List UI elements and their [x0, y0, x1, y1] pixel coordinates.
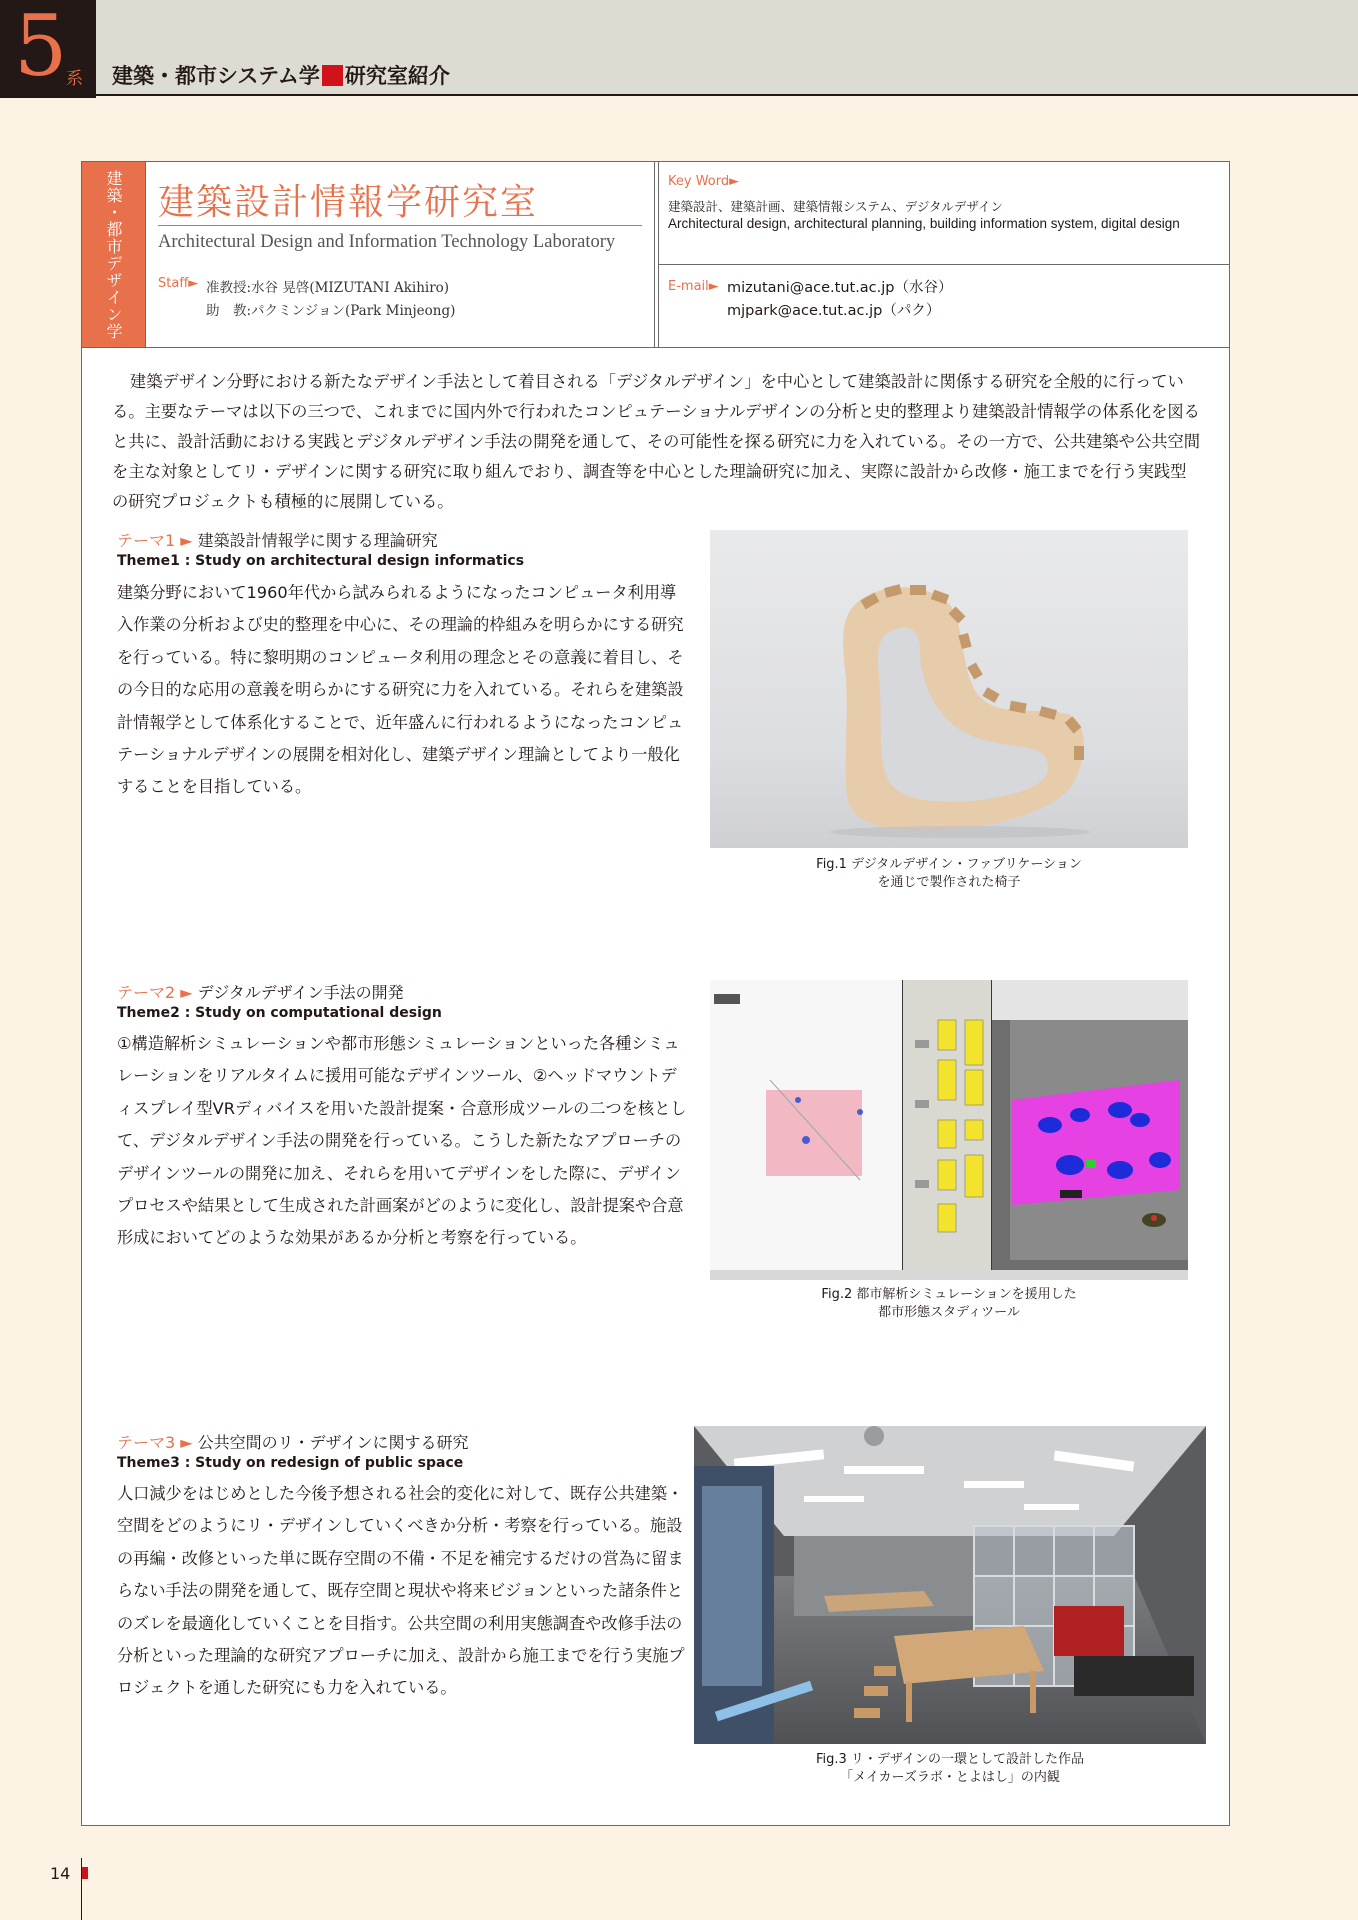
caption-line: Fig.3 リ・デザインの一環として設計した作品	[815, 1752, 1085, 1767]
staff-member: 准教授:水谷 晃啓(MIZUTANI Akihiro)	[206, 280, 450, 296]
caption-line: を通じで製作された椅子	[877, 875, 1021, 890]
intro-paragraph: 建築デザイン分野における新たなデザイン手法として着目される「デジタルデザイン」を中心として建築設計に関係する研究を全般的に行っている。主要なテーマは以下の三つで、これまでに国内外で行われたコンピュテーショナルデザインの分析と史的整理より建築設計情報学の体系化を図ると共に、設計活動における実践とデジタルデザイン手法の開発を通して、その可能性を探る研究に力を入れている。その一方で、公共建築や公共空間を主な対象としてリ・デザインに関する研究に取り組んでおり、調査等を中心とした理論研究に加え、実際に設計から改修・施工までを行う実践型の研究プロジェクトも積極的に展開している。	[112, 372, 1201, 511]
email-link[interactable]: mjpark@ace.tut.ac.jp（パク）	[727, 303, 941, 319]
theme-number: テーマ1 ►	[117, 531, 193, 550]
red-square-icon	[322, 65, 343, 86]
theme-title-en: Theme2 : Study on computational design	[117, 1005, 442, 1021]
figure-caption	[710, 1286, 1188, 1322]
header-title-suffix: 研究室紹介	[344, 64, 450, 88]
header-title	[112, 60, 450, 90]
caption-line: Fig.2 都市解析シミュレーションを援用した	[821, 1287, 1077, 1302]
category-tab-label: 建築・都市デザイン学	[104, 169, 123, 340]
theme-number: テーマ2 ►	[117, 983, 193, 1002]
simulation-tool-screenshot	[710, 980, 1188, 1280]
email-label: E-mail►	[668, 279, 719, 294]
lab-title-rule	[158, 225, 642, 226]
caption-line: Fig.1 デジタルデザイン・ファブリケーション	[816, 857, 1082, 872]
theme-number: テーマ3 ►	[117, 1433, 193, 1452]
theme-body: 建築分野において1960年代から試みられるようになったコンピュータ利用導入作業の分析および史的整理を中心に、その理論的枠組みを明らかにする研究を行っている。特に黎明期のコンピュータ利用の理念とその意義に着目し、その今日的な応用の意義を明らかにする研究に力を入れている。それらを建築設計情報学として体系化することで、近年盛んに行われるようになったコンピュテーショナルデザインの展開を相対化し、建築デザイン理論としてより一般化することを目指している。	[117, 583, 684, 797]
keywords-ja: 建築設計、建築計画、建築情報システム、デジタルデザイン	[668, 199, 1004, 214]
theme-title: デジタルデザイン手法の開発	[197, 983, 404, 1002]
divider	[659, 264, 1229, 265]
theme-heading	[117, 528, 438, 551]
divider	[654, 162, 655, 347]
header-title-text: 建築・都市システム学	[112, 64, 320, 88]
section-suffix: 系	[66, 69, 83, 89]
theme-title-en: Theme3 : Study on redesign of public space	[117, 1455, 464, 1471]
figure-caption	[710, 856, 1188, 892]
section-number-block	[0, 0, 96, 98]
keyword-block	[659, 162, 1229, 347]
lab-frame	[81, 161, 1230, 1826]
page-marker	[82, 1867, 88, 1879]
page-number: 14	[50, 1864, 71, 1883]
theme-title-en: Theme1 : Study on architectural design informatics	[117, 553, 525, 569]
lab-interior-photo	[694, 1426, 1206, 1744]
section-number: 5	[14, 0, 68, 95]
lab-title-block	[146, 162, 654, 347]
theme-body: 人口減少をはじめとした今後予想される社会的変化に対して、既存公共建築・空間をどのようにリ・デザインしていくべきか分析・考察を行っている。施設の再編・改修といった単に既存空間の不備・不足を補完するだけの営為に留まらない手法の開発を通して、既存空間と現状や将来ビジョンといった諸条件とのズレを最適化していくことを目指す。公共空間の利用実態調査や改修手法の分析といった理論的な研究アプローチに加え、設計から施工までを行う実施プロジェクトを通した研究にも力を入れている。	[117, 1484, 685, 1698]
lab-title-ja: 建築設計情報学研究室	[158, 182, 539, 223]
theme-heading	[117, 980, 404, 1003]
chair-photo	[710, 530, 1188, 848]
theme-title: 公共空間のリ・デザインに関する研究	[197, 1433, 469, 1452]
caption-line: 都市形態スタディツール	[878, 1305, 1020, 1320]
theme-body: ①構造解析シミュレーションや都市形態シミュレーションといった各種シミュレーションをリアルタイムに援用可能なデザインツール、②ヘッドマウントディスプレイ型VRディバイスを用いた設計提案・合意形成ツールの二つを核として、デジタルデザイン手法の開発を行っている。こうした新たなアプローチのデザインツールの開発に加え、それらを用いてデザインをした際に、デザインプロセスや結果として生成された計画案がどのように変化し、設計提案や合意形成においてどのような効果があるか分析と考察を行っている。	[117, 1034, 687, 1248]
keywords-en: Architectural design, architectural planning, building information system, digital design	[668, 216, 1180, 231]
category-tab	[82, 162, 146, 347]
lab-title-en: Architectural Design and Information Technology Laboratory	[158, 232, 616, 252]
lab-header-row	[82, 162, 1229, 348]
staff-label: Staff►	[158, 276, 199, 291]
email-link[interactable]: mizutani@ace.tut.ac.jp（水谷）	[727, 280, 953, 296]
theme-title: 建築設計情報学に関する理論研究	[197, 531, 438, 550]
theme-heading	[117, 1430, 469, 1453]
figure-caption	[694, 1751, 1206, 1787]
keyword-label: Key Word►	[668, 174, 740, 189]
staff-member: 助 教:パクミンジョン(Park Minjeong)	[206, 303, 456, 319]
caption-line: 「メイカーズラボ・とよはし」の内観	[840, 1770, 1060, 1785]
